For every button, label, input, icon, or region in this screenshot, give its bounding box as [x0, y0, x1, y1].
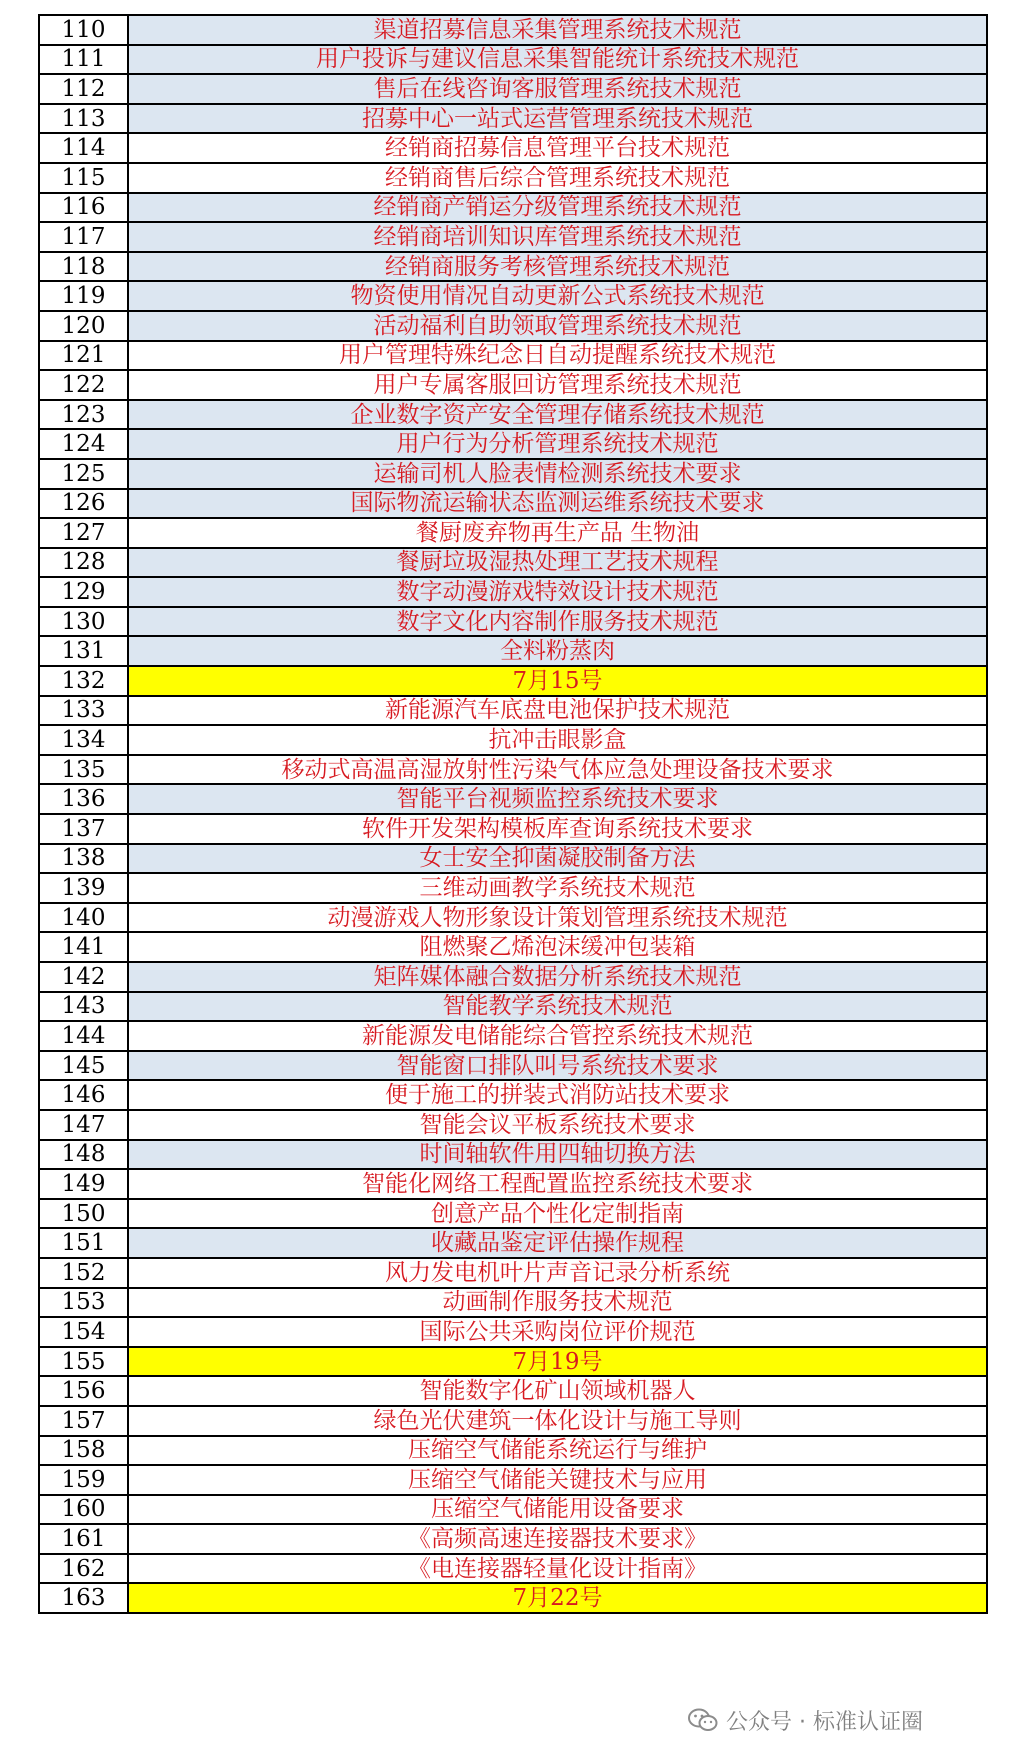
watermark	[688, 1702, 923, 1738]
table-row	[39, 577, 987, 607]
date-cell: 7月19号	[128, 1347, 987, 1377]
standard-title-cell: 用户专属客服回访管理系统技术规范	[128, 370, 987, 400]
standard-title-cell: 用户管理特殊纪念日自动提醒系统技术规范	[128, 341, 987, 371]
standard-title-cell: 国际公共采购岗位评价规范	[128, 1317, 987, 1347]
standard-title-cell: 抗冲击眼影盒	[128, 725, 987, 755]
row-number-cell: 117	[39, 222, 128, 252]
table-row	[39, 814, 987, 844]
standard-title-cell: 新能源发电储能综合管控系统技术规范	[128, 1021, 987, 1051]
table-row	[39, 873, 987, 903]
row-number-cell: 120	[39, 311, 128, 341]
row-number-cell: 114	[39, 133, 128, 163]
table-row	[39, 1524, 987, 1554]
date-cell: 7月22号	[128, 1583, 987, 1613]
table-row	[39, 1554, 987, 1584]
standard-title-cell: 智能化网络工程配置监控系统技术要求	[128, 1169, 987, 1199]
row-number-cell: 112	[39, 74, 128, 104]
table-row	[39, 1080, 987, 1110]
standard-title-cell: 物资使用情况自动更新公式系统技术规范	[128, 281, 987, 311]
standard-title-cell: 经销商招募信息管理平台技术规范	[128, 133, 987, 163]
row-number-cell: 141	[39, 932, 128, 962]
table-row	[39, 696, 987, 726]
row-number-cell: 115	[39, 163, 128, 193]
table-row	[39, 222, 987, 252]
standard-title-cell: 女士安全抑菌凝胶制备方法	[128, 844, 987, 874]
row-number-cell: 158	[39, 1436, 128, 1466]
standard-title-cell: 经销商售后综合管理系统技术规范	[128, 163, 987, 193]
table-row	[39, 163, 987, 193]
standard-title-cell: 活动福利自助领取管理系统技术规范	[128, 311, 987, 341]
row-number-cell: 129	[39, 577, 128, 607]
standard-title-cell: 售后在线咨询客服管理系统技术规范	[128, 74, 987, 104]
standard-title-cell: 用户投诉与建议信息采集智能统计系统技术规范	[128, 45, 987, 75]
standard-title-cell: 企业数字资产安全管理存储系统技术规范	[128, 400, 987, 430]
table-row	[39, 607, 987, 637]
table-row	[39, 636, 987, 666]
row-number-cell: 156	[39, 1376, 128, 1406]
table-row	[39, 932, 987, 962]
row-number-cell: 136	[39, 784, 128, 814]
table-row	[39, 252, 987, 282]
table-row	[39, 1436, 987, 1466]
standard-title-cell: 创意产品个性化定制指南	[128, 1199, 987, 1229]
row-number-cell: 119	[39, 281, 128, 311]
table-row	[39, 1465, 987, 1495]
table-row	[39, 281, 987, 311]
standard-title-cell: 餐厨垃圾湿热处理工艺技术规程	[128, 548, 987, 578]
table-row	[39, 755, 987, 785]
standard-title-cell: 智能平台视频监控系统技术要求	[128, 784, 987, 814]
table-row	[39, 1199, 987, 1229]
row-number-cell: 131	[39, 636, 128, 666]
table-row	[39, 370, 987, 400]
standard-title-cell: 用户行为分析管理系统技术规范	[128, 429, 987, 459]
table-row	[39, 1258, 987, 1288]
row-number-cell: 125	[39, 459, 128, 489]
standard-title-cell: 智能窗口排队叫号系统技术要求	[128, 1051, 987, 1081]
standard-title-cell: 绿色光伏建筑一体化设计与施工导则	[128, 1406, 987, 1436]
row-number-cell: 132	[39, 666, 128, 696]
table-row	[39, 133, 987, 163]
row-number-cell: 118	[39, 252, 128, 282]
standard-title-cell: 压缩空气储能关键技术与应用	[128, 1465, 987, 1495]
row-number-cell: 144	[39, 1021, 128, 1051]
standard-title-cell: 智能会议平板系统技术要求	[128, 1110, 987, 1140]
standard-title-cell: 压缩空气储能用设备要求	[128, 1495, 987, 1525]
standard-title-cell: 全料粉蒸肉	[128, 636, 987, 666]
watermark-text: 公众号 · 标准认证圈	[726, 1709, 923, 1735]
row-number-cell: 111	[39, 45, 128, 75]
table-body	[39, 15, 987, 1613]
row-number-cell: 145	[39, 1051, 128, 1081]
table-row	[39, 459, 987, 489]
date-header-row	[39, 1583, 987, 1613]
table-row	[39, 193, 987, 223]
row-number-cell: 139	[39, 873, 128, 903]
table-row	[39, 1169, 987, 1199]
row-number-cell: 126	[39, 489, 128, 519]
table-row	[39, 74, 987, 104]
standard-title-cell: 压缩空气储能系统运行与维护	[128, 1436, 987, 1466]
row-number-cell: 128	[39, 548, 128, 578]
standard-title-cell: 招募中心一站式运营管理系统技术规范	[128, 104, 987, 134]
table-row	[39, 1376, 987, 1406]
table-row	[39, 45, 987, 75]
standard-title-cell: 三维动画教学系统技术规范	[128, 873, 987, 903]
standard-title-cell: 经销商服务考核管理系统技术规范	[128, 252, 987, 282]
table-row	[39, 104, 987, 134]
standard-title-cell: 数字动漫游戏特效设计技术规范	[128, 577, 987, 607]
table-row	[39, 1495, 987, 1525]
row-number-cell: 149	[39, 1169, 128, 1199]
table-row	[39, 992, 987, 1022]
table-row	[39, 1288, 987, 1318]
row-number-cell: 152	[39, 1258, 128, 1288]
standard-title-cell: 渠道招募信息采集管理系统技术规范	[128, 15, 987, 45]
row-number-cell: 161	[39, 1524, 128, 1554]
table-row	[39, 311, 987, 341]
row-number-cell: 148	[39, 1140, 128, 1170]
standard-title-cell: 动漫游戏人物形象设计策划管理系统技术规范	[128, 903, 987, 933]
table-row	[39, 400, 987, 430]
row-number-cell: 127	[39, 518, 128, 548]
standard-title-cell: 经销商产销运分级管理系统技术规范	[128, 193, 987, 223]
row-number-cell: 135	[39, 755, 128, 785]
row-number-cell: 147	[39, 1110, 128, 1140]
row-number-cell: 150	[39, 1199, 128, 1229]
row-number-cell: 159	[39, 1465, 128, 1495]
standard-title-cell: 移动式高温高湿放射性污染气体应急处理设备技术要求	[128, 755, 987, 785]
row-number-cell: 153	[39, 1288, 128, 1318]
standard-title-cell: 新能源汽车底盘电池保护技术规范	[128, 696, 987, 726]
table-row	[39, 489, 987, 519]
date-cell: 7月15号	[128, 666, 987, 696]
standard-title-cell: 便于施工的拼装式消防站技术要求	[128, 1080, 987, 1110]
table-row	[39, 962, 987, 992]
row-number-cell: 157	[39, 1406, 128, 1436]
row-number-cell: 133	[39, 696, 128, 726]
row-number-cell: 162	[39, 1554, 128, 1584]
row-number-cell: 151	[39, 1228, 128, 1258]
table-row	[39, 844, 987, 874]
standard-title-cell: 《电连接器轻量化设计指南》	[128, 1554, 987, 1584]
table-row	[39, 429, 987, 459]
row-number-cell: 137	[39, 814, 128, 844]
standard-title-cell: 时间轴软件用四轴切换方法	[128, 1140, 987, 1170]
standard-title-cell: 智能教学系统技术规范	[128, 992, 987, 1022]
standards-table	[38, 14, 988, 1614]
table-row	[39, 903, 987, 933]
row-number-cell: 140	[39, 903, 128, 933]
standard-title-cell: 国际物流运输状态监测运维系统技术要求	[128, 489, 987, 519]
row-number-cell: 146	[39, 1080, 128, 1110]
standard-title-cell: 风力发电机叶片声音记录分析系统	[128, 1258, 987, 1288]
row-number-cell: 121	[39, 341, 128, 371]
row-number-cell: 116	[39, 193, 128, 223]
table-row	[39, 341, 987, 371]
row-number-cell: 138	[39, 844, 128, 874]
table-row	[39, 1110, 987, 1140]
standards-table-sheet	[38, 14, 986, 1614]
wechat-icon	[688, 1707, 718, 1733]
standard-title-cell: 经销商培训知识库管理系统技术规范	[128, 222, 987, 252]
standard-title-cell: 动画制作服务技术规范	[128, 1288, 987, 1318]
table-row	[39, 1406, 987, 1436]
date-header-row	[39, 666, 987, 696]
standard-title-cell: 《高频高速连接器技术要求》	[128, 1524, 987, 1554]
table-row	[39, 1051, 987, 1081]
standard-title-cell: 智能数字化矿山领域机器人	[128, 1376, 987, 1406]
table-row	[39, 725, 987, 755]
row-number-cell: 154	[39, 1317, 128, 1347]
row-number-cell: 122	[39, 370, 128, 400]
row-number-cell: 155	[39, 1347, 128, 1377]
row-number-cell: 124	[39, 429, 128, 459]
standard-title-cell: 矩阵媒体融合数据分析系统技术规范	[128, 962, 987, 992]
standard-title-cell: 餐厨废弃物再生产品 生物油	[128, 518, 987, 548]
row-number-cell: 123	[39, 400, 128, 430]
table-row	[39, 548, 987, 578]
standard-title-cell: 软件开发架构模板库查询系统技术要求	[128, 814, 987, 844]
table-row	[39, 1317, 987, 1347]
table-row	[39, 518, 987, 548]
row-number-cell: 130	[39, 607, 128, 637]
row-number-cell: 160	[39, 1495, 128, 1525]
table-row	[39, 784, 987, 814]
standard-title-cell: 收藏品鉴定评估操作规程	[128, 1228, 987, 1258]
row-number-cell: 163	[39, 1583, 128, 1613]
table-row	[39, 1021, 987, 1051]
row-number-cell: 134	[39, 725, 128, 755]
row-number-cell: 113	[39, 104, 128, 134]
date-header-row	[39, 1347, 987, 1377]
standard-title-cell: 阻燃聚乙烯泡沫缓冲包装箱	[128, 932, 987, 962]
table-row	[39, 1140, 987, 1170]
row-number-cell: 142	[39, 962, 128, 992]
row-number-cell: 110	[39, 15, 128, 45]
table-row	[39, 15, 987, 45]
standard-title-cell: 数字文化内容制作服务技术规范	[128, 607, 987, 637]
standard-title-cell: 运输司机人脸表情检测系统技术要求	[128, 459, 987, 489]
row-number-cell: 143	[39, 992, 128, 1022]
table-row	[39, 1228, 987, 1258]
